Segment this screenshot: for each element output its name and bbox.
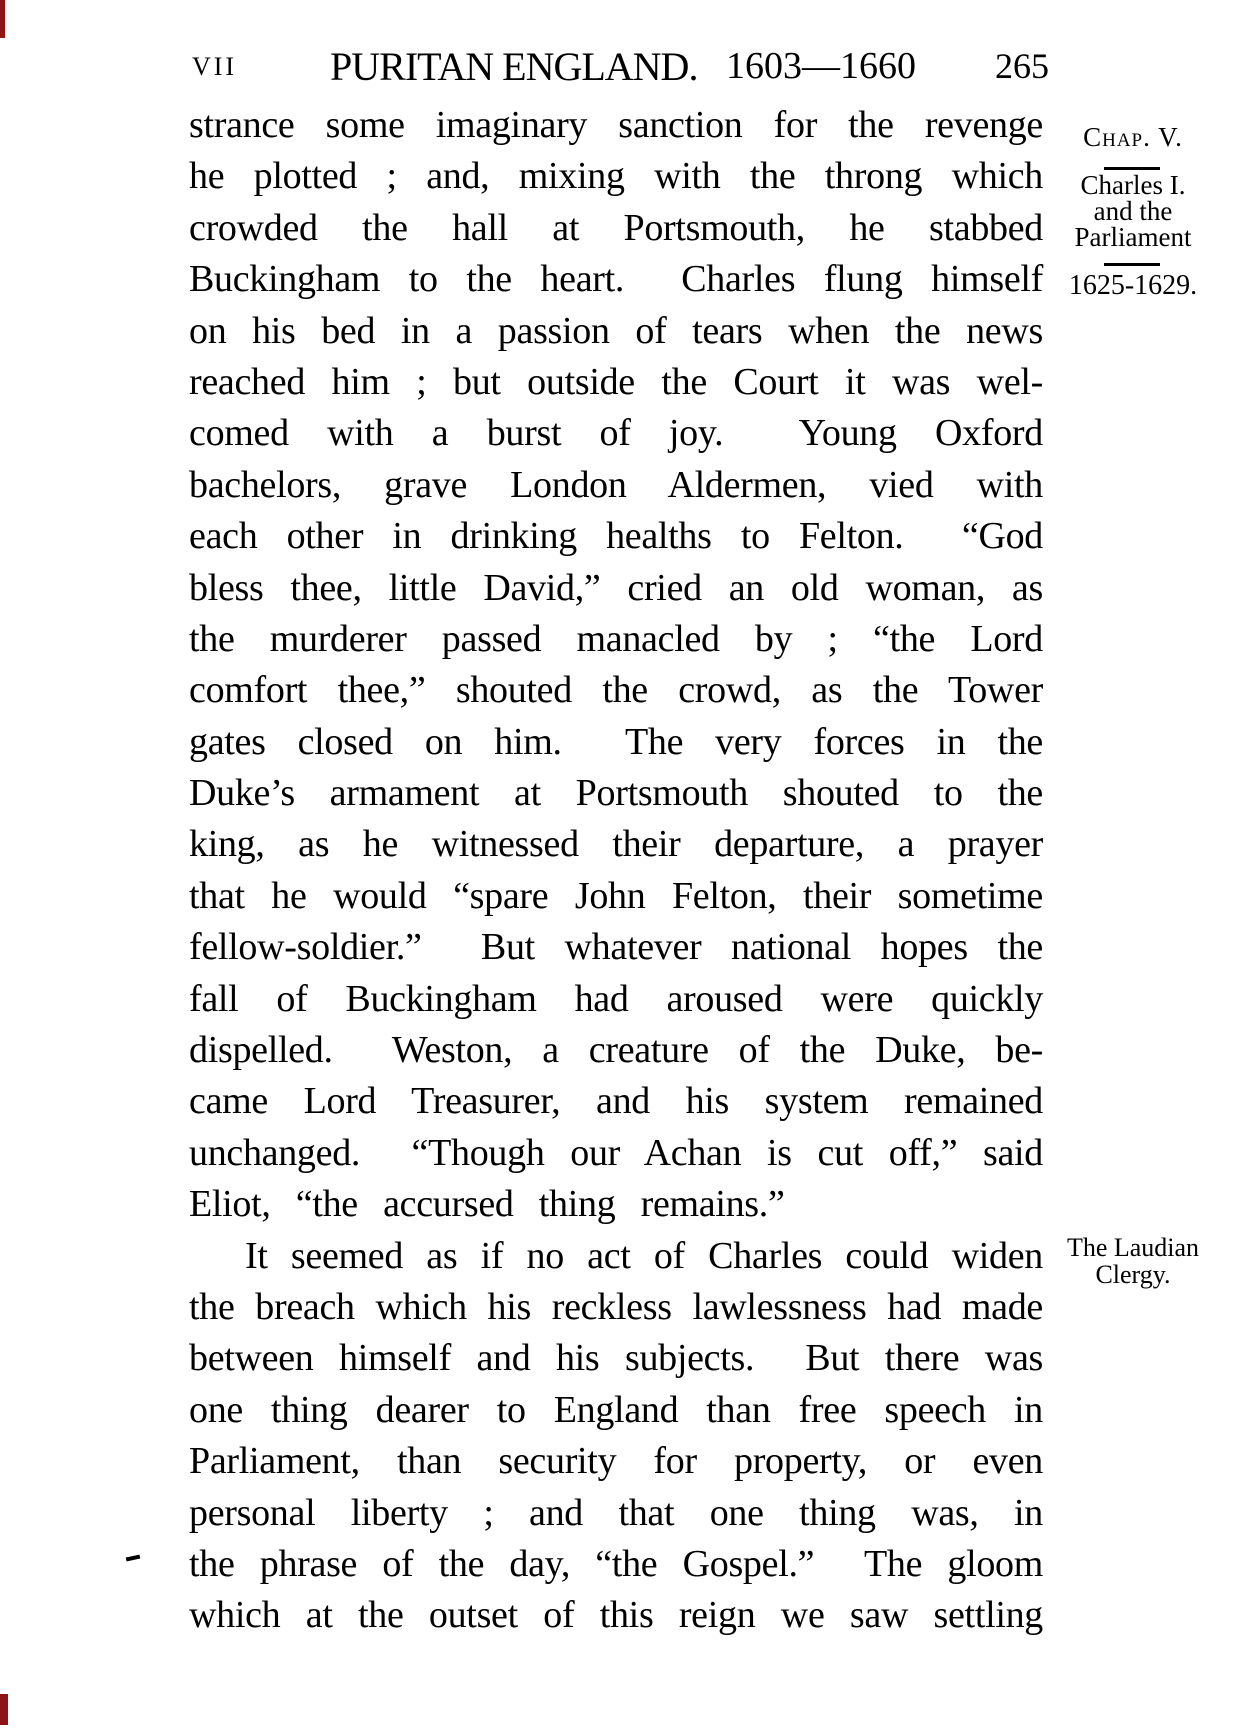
- body-line: crowded the hall at Portsmouth, he stabbed: [189, 206, 1043, 249]
- body-line: Buckingham to the heart. Charles flung himself: [189, 258, 1043, 301]
- margin-divider-rule: [1104, 263, 1160, 266]
- margin-subtitle-line: Parliament: [1074, 222, 1192, 252]
- body-line: the breach which his reckless lawlessness had made: [189, 1285, 1043, 1328]
- body-line: bachelors, grave London Aldermen, vied with: [189, 463, 1043, 506]
- body-line: the phrase of the day, “the Gospel.” The gloom: [189, 1542, 1043, 1585]
- body-line: Duke’s armament at Portsmouth shouted to the: [189, 772, 1043, 815]
- body-line-paragraph-start: It seemed as if no act of Charles could widen: [245, 1234, 1043, 1277]
- margin-subtitle-line: Charles I.: [1080, 170, 1186, 200]
- scan-artifact-red-edge-top: [0, 0, 5, 38]
- body-line: on his bed in a passion of tears when the news: [189, 309, 1043, 352]
- margin-chapter-label: Chap. V.: [1083, 122, 1183, 152]
- page-number: 265: [995, 46, 1049, 86]
- body-line: each other in drinking healths to Felton. “God: [189, 515, 1043, 558]
- body-line: fellow-soldier.” But whatever national hopes the: [189, 926, 1043, 969]
- body-line: between himself and his subjects. But there was: [189, 1337, 1043, 1380]
- body-line-paragraph-end: Eliot, “the accursed thing remains.”: [189, 1183, 785, 1226]
- margin-chapter-subtitle: [1048, 172, 1218, 250]
- margin-years-label: 1625-1629.: [1068, 270, 1198, 301]
- folio-chapter-numeral: VII: [192, 52, 238, 81]
- body-line: he plotted ; and, mixing with the throng which: [189, 155, 1043, 198]
- body-text-column: [189, 100, 1043, 1642]
- body-line: one thing dearer to England than free speech in: [189, 1388, 1043, 1431]
- margin-note-line: The Laudian: [1066, 1233, 1200, 1262]
- body-line: the murderer passed manacled by ; “the Lord: [189, 617, 1043, 660]
- margin-note-line: Clergy.: [1095, 1260, 1171, 1289]
- body-line: bless thee, little David,” cried an old woman, as: [189, 566, 1043, 609]
- scan-artifact-dash: [126, 1555, 141, 1562]
- running-title: PURITAN ENGLAND.: [330, 44, 698, 89]
- body-line: comfort thee,” shouted the crowd, as the Tower: [189, 669, 1043, 712]
- margin-subtitle-line: and the: [1093, 196, 1173, 226]
- body-line: gates closed on him. The very forces in the: [189, 720, 1043, 763]
- body-line: Parliament, than security for property, or even: [189, 1440, 1043, 1483]
- body-line: strance some imaginary sanction for the revenge: [189, 104, 1043, 146]
- body-line: fall of Buckingham had aroused were quickly: [189, 977, 1043, 1020]
- running-date-range: 1603—1660: [726, 45, 916, 87]
- margin-side-note-laudian-clergy: [1048, 1234, 1218, 1288]
- scan-artifact-red-edge-bottom: [0, 1694, 8, 1725]
- body-line: king, as he witnessed their departure, a prayer: [189, 823, 1043, 866]
- body-line: dispelled. Weston, a creature of the Duke, be-: [189, 1029, 1043, 1072]
- body-line: reached him ; but outside the Court it was wel-: [189, 360, 1043, 403]
- body-line: personal liberty ; and that one thing was, in: [189, 1491, 1043, 1534]
- body-line: unchanged. “Though our Achan is cut off,” said: [189, 1131, 1043, 1174]
- body-line: that he would “spare John Felton, their sometime: [189, 874, 1043, 917]
- body-line: comed with a burst of joy. Young Oxford: [189, 412, 1043, 455]
- body-line: which at the outset of this reign we saw settling: [189, 1594, 1043, 1637]
- body-line: came Lord Treasurer, and his system remained: [189, 1080, 1043, 1123]
